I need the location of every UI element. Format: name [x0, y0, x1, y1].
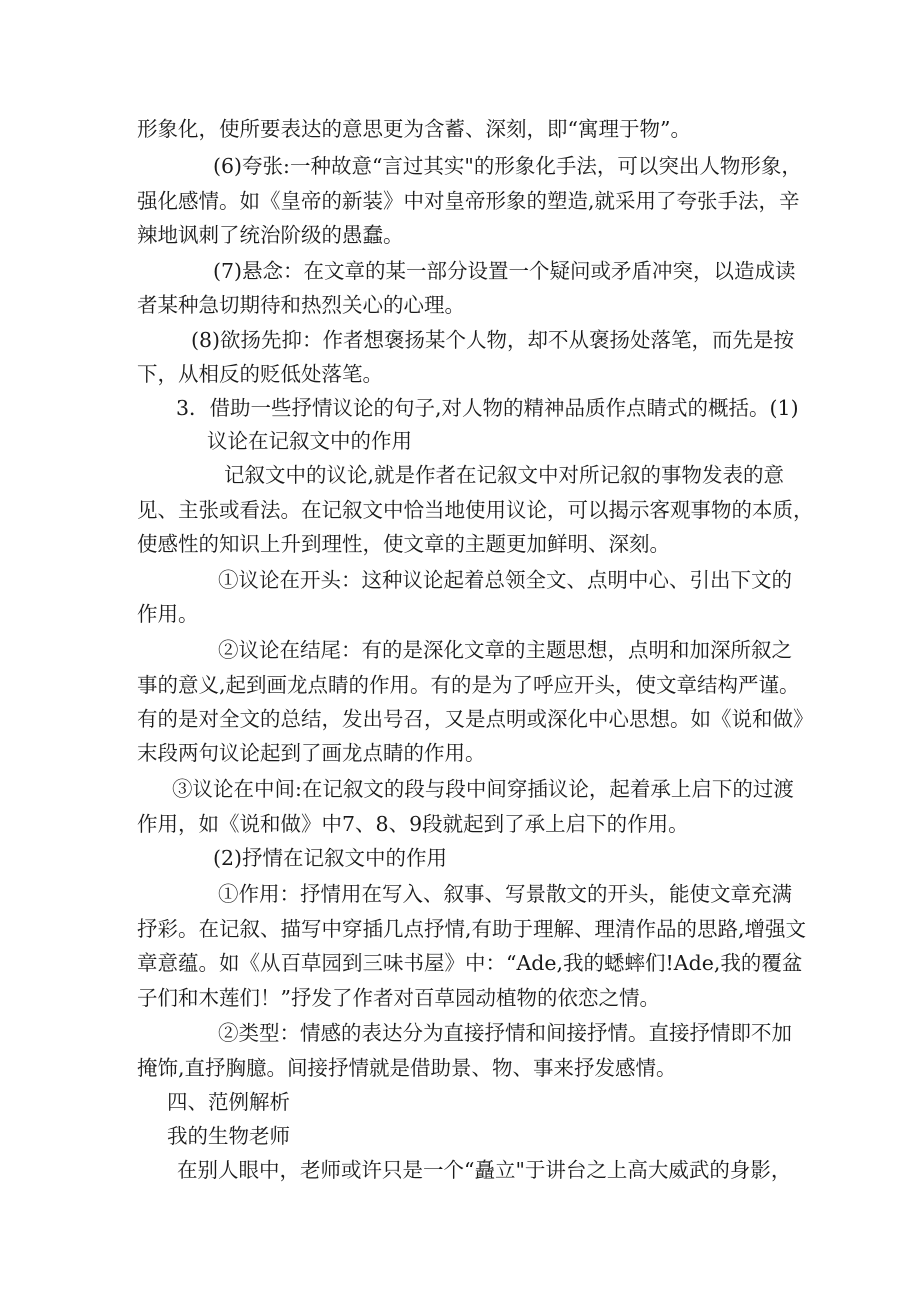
text-line: 议论在记叙文中的作用: [207, 429, 412, 453]
example-title: 我的生物老师: [167, 1124, 290, 1148]
text-line: (7)悬念：在文章的某一部分设置一个疑问或矛盾冲突，以造成读: [213, 259, 796, 283]
text-line: 子们和木莲们！”抒发了作者对百草园动植物的依恋之情。: [137, 986, 660, 1010]
text-line: ③议论在中间:在记叙文的段与段中间穿插议论，起着承上启下的过渡: [172, 777, 794, 801]
text-line: ①作用：抒情用在写入、叙事、写景散文的开头，能使文章充满: [218, 882, 792, 906]
text-line: 辣地讽刺了统治阶级的愚蠢。: [137, 223, 404, 247]
text-line: 掩饰,直抒胸臆。间接抒情就是借助景、物、事来抒发感情。: [137, 1056, 677, 1080]
text-line: ②议论在结尾：有的是深化文章的主题思想，点明和加深所叙之: [218, 638, 792, 662]
text-line: 下，从相反的贬低处落笔。: [137, 362, 383, 386]
text-line: (6)夸张:一种故意“言过其实"的形象化手法，可以突出人物形象，: [213, 154, 802, 178]
text-line: 者某种急切期待和热烈关心的心理。: [137, 293, 465, 317]
text-line: (2)抒情在记叙文中的作用: [213, 846, 448, 870]
text-line: 记叙文中的议论,就是作者在记叙文中对所记叙的事物发表的意: [224, 463, 785, 487]
text-line: 3．借助一些抒情议论的句子,对人物的精神品质作点睛式的概括。(1): [176, 396, 799, 420]
text-line: 末段两句议论起到了画龙点睛的作用。: [137, 741, 486, 765]
text-line: 有的是对全文的总结，发出号召，又是点明或深化中心思想。如《说和做》: [137, 707, 814, 731]
section-heading: 四、范例解析: [167, 1090, 290, 1114]
text-line: 作用。: [137, 602, 199, 626]
text-line: 形象化，使所要表达的意思更为含蓄、深刻，即“寓理于物”。: [137, 117, 691, 141]
text-line: 抒彩。在记叙、描写中穿插几点抒情,有助于理解、理清作品的思路,增强文: [137, 917, 807, 941]
text-line: 在别人眼中，老师或许只是一个“矗立"于讲台之上高大威武的身影，: [177, 1158, 792, 1182]
text-line: 使感性的知识上升到理性，使文章的主题更加鲜明、深刻。: [137, 532, 670, 556]
text-line: ②类型：情感的表达分为直接抒情和间接抒情。直接抒情即不加: [218, 1021, 792, 1045]
text-line: 强化感情。如《皇帝的新装》中对皇帝形象的塑造,就采用了夸张手法，辛: [137, 189, 800, 213]
text-line: (8)欲扬先抑：作者想褒扬某个人物，却不从褒扬处落笔，而先是按: [191, 328, 795, 352]
text-line: 章意蕴。如《从百草园到三味书屋》中：“Ade,我的蟋蟀们!Ade,我的覆盆: [137, 951, 803, 975]
text-line: 事的意义,起到画龙点睛的作用。有的是为了呼应开头，使文章结构严谨。: [137, 673, 800, 697]
text-line: 见、主张或看法。在记叙文中恰当地使用议论，可以揭示客观事物的本质，: [137, 498, 814, 522]
text-line: 作用，如《说和做》中7、8、9段就起到了承上启下的作用。: [137, 812, 689, 836]
text-line: ①议论在开头：这种议论起着总领全文、点明中心、引出下文的: [218, 568, 792, 592]
